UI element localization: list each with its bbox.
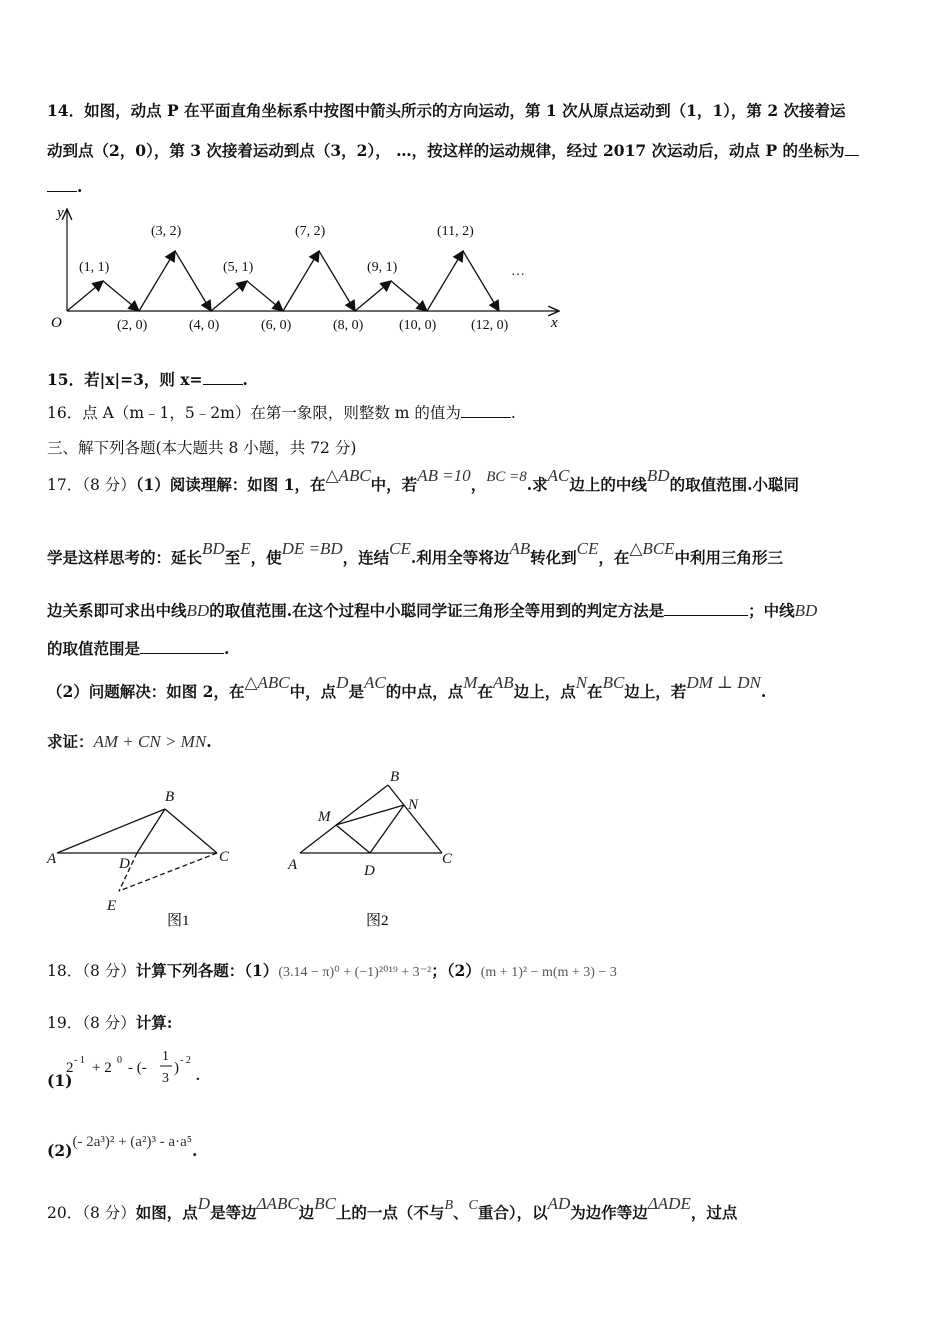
coordinate-graph	[45, 203, 565, 338]
tick-label: (6, 0)	[261, 318, 292, 333]
peak-label: (11, 2)	[437, 224, 474, 239]
y-axis-label: y	[57, 205, 64, 221]
answer-blank	[47, 177, 77, 192]
q17-line3: 边关系即可求出中线BD的取值范围.在这个过程中小聪同学证三角形全等用到的判定方法是 ；中线BD	[47, 601, 818, 620]
q14-line2: 动到点（2，0），第 3 次接着运动到点（3，2）， …，按这样的运动规律，经过 2017 次运动后，动点 P 的坐标为	[47, 140, 859, 162]
answer-blank	[845, 141, 859, 156]
peak-label: (5, 1)	[223, 260, 254, 275]
q17-part2: （2）问题解决：如图 2，在△ABC中，点D是AC的中点，点M在AB边上，点N在BC边上，若DM ⊥ DN.	[47, 673, 767, 701]
q17-line2: 学是这样思考的：延长BD至E，使DE =BD，连结CE.利用全等将边AB转化到CE，在△BCE中利用三角形三	[47, 539, 784, 567]
q15: 15．若|x|=3，则 x= .	[47, 370, 248, 389]
svg-text:1: 1	[162, 1049, 169, 1064]
point-label: A	[47, 851, 57, 867]
q19-part2: (2)(- 2a³)² + (a²)³ - a·a⁵.	[47, 1134, 198, 1160]
answer-blank	[140, 639, 224, 654]
answer-blank	[203, 370, 243, 385]
tick-label: (2, 0)	[117, 318, 148, 333]
figure-1-caption: 图1	[167, 913, 190, 929]
point-label: A	[288, 857, 298, 873]
point-label: C	[442, 851, 453, 867]
answer-blank	[461, 403, 511, 418]
q14-line1: 14．如图，动点 P 在平面直角坐标系中按图中箭头所示的方向运动，第 1 次从原点运动到（1，1），第 2 次接着运	[47, 101, 846, 120]
point-label: N	[408, 797, 419, 813]
origin-label: O	[51, 315, 62, 331]
point-label: B	[165, 789, 175, 805]
q19: 19．（8 分）计算:	[47, 1013, 173, 1032]
tick-label: (4, 0)	[189, 318, 220, 333]
x-axis-label: x	[551, 315, 558, 331]
q17-proof: 求证：AM + CN > MN.	[47, 732, 212, 751]
peak-label: (7, 2)	[295, 224, 326, 239]
point-label: C	[219, 849, 230, 865]
q17-line4: 的取值范围是 .	[47, 639, 230, 658]
svg-text:- 2: - 2	[180, 1055, 191, 1066]
section-3-heading: 三、解下列各题(本大题共 8 小题，共 72 分)	[47, 439, 357, 457]
peak-label: (1, 1)	[79, 260, 110, 275]
figure-1	[45, 785, 245, 930]
figure-2	[282, 763, 472, 931]
q18: 18．（8 分）计算下列各题：（1）(3.14 − π)⁰ + (−1)²⁰¹⁹ + 3⁻²；（2）(m + 1)² − m(m + 3) − 3	[47, 961, 617, 980]
svg-text:.: .	[196, 1068, 200, 1084]
svg-text:- (-: - (-	[128, 1060, 147, 1076]
svg-text:- 1: - 1	[74, 1055, 85, 1066]
tick-label: (8, 0)	[333, 318, 364, 333]
point-label: D	[119, 856, 130, 872]
q20: 20．（8 分）如图，点D是等边ΔABC边BC上的一点（不与B、C重合），以AD为边作等边ΔADE，过点	[47, 1194, 738, 1222]
svg-text:0: 0	[117, 1055, 122, 1066]
q19-part1: (1)	[47, 1071, 73, 1090]
answer-blank	[664, 601, 748, 616]
q16: 16．点 A（m﹣1，5﹣2m）在第一象限，则整数 m 的值为 .	[47, 404, 516, 422]
motion-path	[67, 251, 499, 311]
q19-expression-1	[66, 1046, 216, 1090]
point-label: B	[390, 769, 400, 785]
svg-text:3: 3	[162, 1071, 169, 1086]
peak-label: (3, 2)	[151, 224, 182, 239]
svg-text:+ 2: + 2	[92, 1060, 112, 1076]
q14-line3: .	[47, 176, 82, 198]
peak-label: (9, 1)	[367, 260, 398, 275]
figure-2-caption: 图2	[366, 913, 389, 929]
svg-text:): )	[174, 1060, 179, 1076]
q17-line1: 17．（8 分）（1）阅读理解：如图 1，在△ABC中，若AB =10，BC =8.求AC边上的中线BD的取值范围.小聪同	[47, 466, 799, 494]
tick-label: (10, 0)	[399, 318, 437, 333]
point-label: M	[318, 809, 331, 825]
ellipsis: …	[511, 264, 525, 279]
point-label: E	[107, 898, 117, 914]
point-label: D	[364, 863, 375, 879]
tick-label: (12, 0)	[471, 318, 509, 333]
svg-text:2: 2	[66, 1060, 74, 1076]
